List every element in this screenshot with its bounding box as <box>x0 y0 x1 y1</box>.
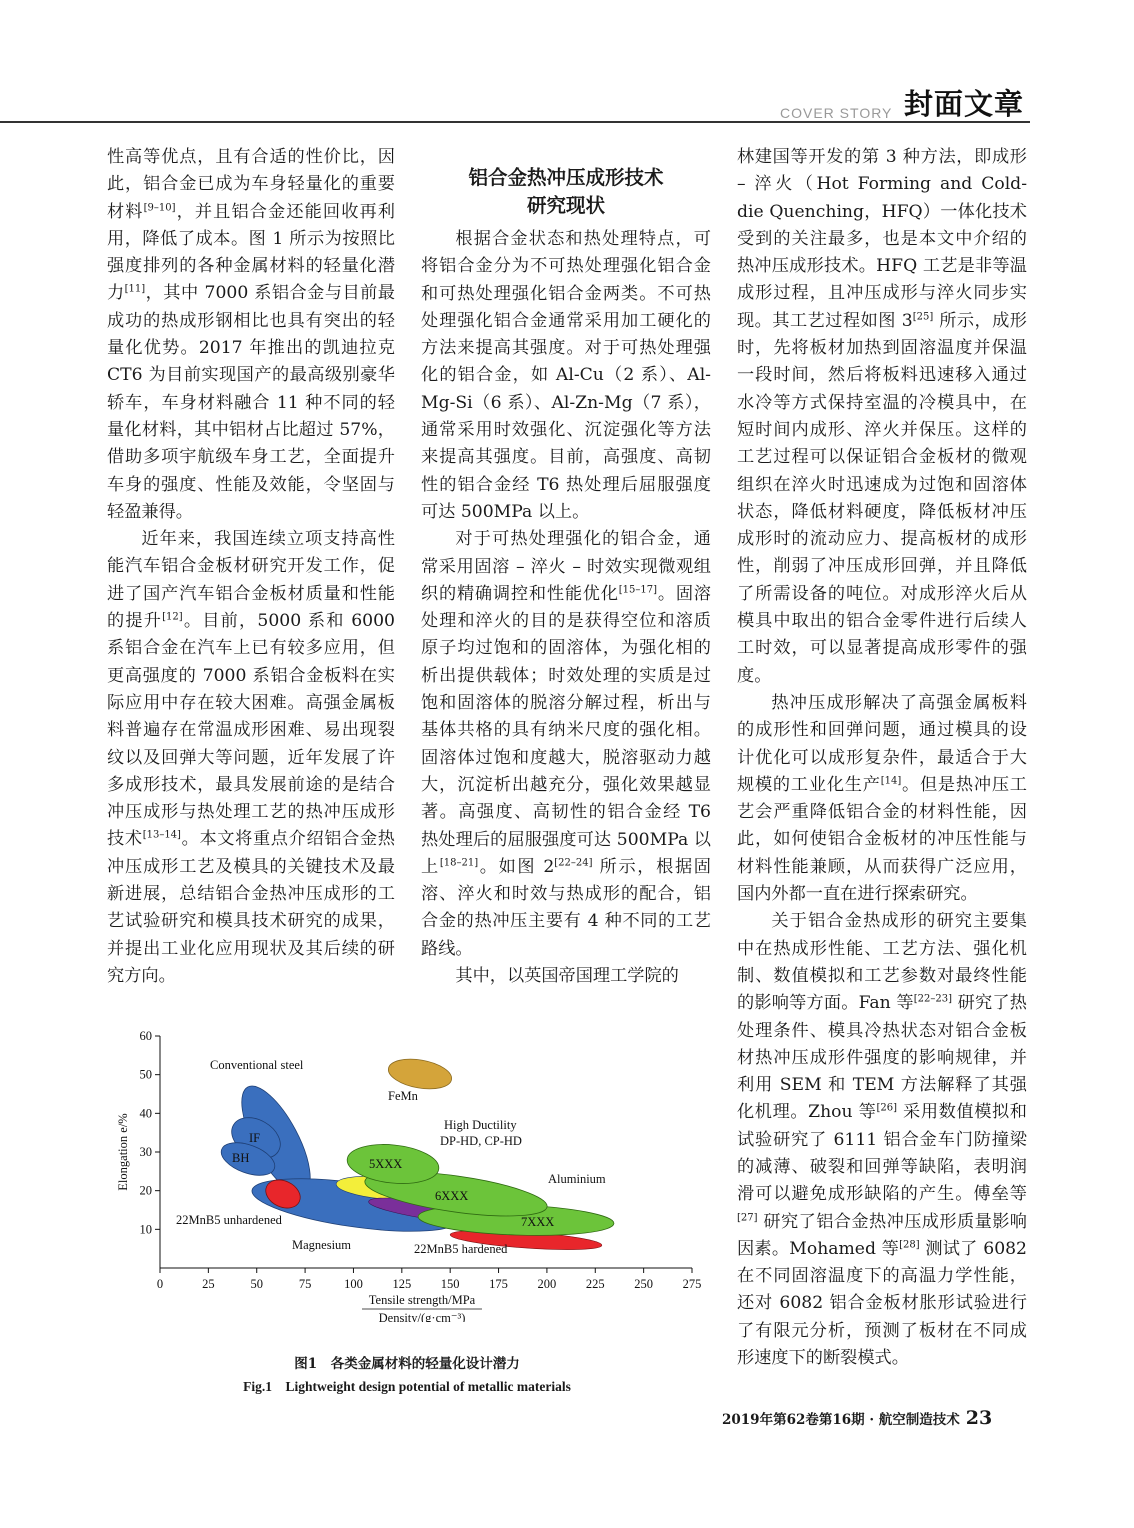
label-22mnb5-hardened: 22MnB5 hardened <box>414 1242 508 1256</box>
x-tick-label: 225 <box>585 1277 605 1291</box>
label-bh: BH <box>232 1151 250 1165</box>
label-22mnb5-unhardened: 22MnB5 unhardened <box>176 1213 282 1227</box>
header-rule <box>0 121 1030 123</box>
paragraph: 对于可热处理强化的铝合金，通常采用固溶 – 淬火 – 时效实现微观组织的精确调控和性能优化[15–17]。固溶处理和淬火的目的是获得空位和溶质原子均过饱和的固溶体，为强化相的析出提供载体；时效处理的实质是过饱和固溶体的脱溶分解过程，析出与基体共格的具有纳米尺度的强化相。固溶体过饱和度越大，脱溶驱动力越大，沉淀析出越充分，强化效果越显著。高强度、高韧性的铝合金经 T6 热处理后的屈服强度可达 500MPa 以上[18–21]。如图 2[22–24] 所示，根据固溶、淬火和时效与热成形的配合，铝合金的热冲压主要有 4 种不同的工艺路线。 <box>421 529 711 959</box>
x-tick-label: 75 <box>298 1277 312 1291</box>
x-tick-label: 200 <box>537 1277 557 1291</box>
label-6xxx: 6XXX <box>435 1189 469 1203</box>
paragraph: 关于铝合金热成形的研究主要集中在热成形性能、工艺方法、强化机制、数值模拟和工艺参数对最终性能的影响等方面。Fan 等[22–23] 研究了热处理条件、模具冷热状态对铝合金板材热冲压成形件强度的影响规律，并利用 SEM 和 TEM 方法解释了其强化机理。Zhou 等[26] 采用数值模拟和试验研究了 6111 铝合金车门防撞梁的减薄、破裂和回弹等缺陷，表明润滑可以避免成形缺陷的产生。傅垒等[27] 研究了铝合金热冲压成形质量影响因素。Mohamed 等[28] 测试了 6082 在不同固溶温度下的高温力学性能，还对 6082 铝合金板材胀形试验进行了有限元分析，预测了板材在不同成形速度下的断裂模式。 <box>737 911 1027 1369</box>
x-tick-label: 125 <box>392 1277 412 1291</box>
label-5xxx: 5XXX <box>369 1157 403 1171</box>
label-femn: FeMn <box>388 1089 418 1103</box>
y-tick-label: 20 <box>139 1183 152 1198</box>
x-tick-label: 275 <box>682 1277 702 1291</box>
y-tick-label: 30 <box>139 1145 152 1159</box>
lightweight-chart <box>106 1022 706 1322</box>
x-axis-title-bottom: Density/(g·cm⁻³) <box>378 1311 466 1322</box>
column-left <box>107 144 395 990</box>
page-footer <box>722 1407 992 1429</box>
label-dp-hd: DP-HD, CP-HD <box>440 1134 522 1148</box>
x-tick-label: 25 <box>202 1277 215 1291</box>
label-conventional-steel: Conventional steel <box>210 1058 304 1072</box>
label-7xxx: 7XXX <box>521 1215 555 1229</box>
paragraph: 热冲压成形解决了高强金属板料的成形性和回弹问题，通过模具的设计优化可以成形复杂件，最适合于大规模的工业化生产[14]。但是热冲压工艺会严重降低铝合金的材料性能，因此，如何使铝合金板材的冲压性能与材料性能兼顾，从而获得广泛应用，国内外都一直在进行探索研究。 <box>737 692 1027 905</box>
x-tick-label: 0 <box>156 1277 164 1291</box>
y-tick-label: 10 <box>139 1222 152 1237</box>
label-if: IF <box>249 1131 261 1145</box>
journal-info: 2019年第62卷第16期 · 航空制造技术 <box>722 1412 960 1428</box>
x-tick-label: 250 <box>634 1277 654 1291</box>
section-label-cn: 封面文章 <box>904 87 1025 121</box>
paragraph: 近年来，我国连续立项支持高性能汽车铝合金板材研究开发工作，促进了国产汽车铝合金板材质量和性能的提升[12]。目前，5000 系和 6000 系铝合金在汽车上已有较多应用，但更高强度的 7000 系铝合金板料在实际应用中存在较大困难。高强金属板料普遍存在常温成形困难、易出现裂纹以及回弹大等问题，近年发展了许多成形技术，最具发展前途的是结合冲压成形与热处理工艺的热冲压成形技术[13–14]。本文将重点介绍铝合金热冲压成形工艺及模具的关键技术及最新进展，总结铝合金热冲压成形的工艺试验研究和模具技术研究的成果，并提出工业化应用现状及其后续的研究方向。 <box>107 529 395 986</box>
figure-1 <box>106 1022 706 1322</box>
y-tick-label: 60 <box>139 1029 152 1043</box>
label-aluminium: Aluminium <box>548 1172 606 1186</box>
region-femn <box>386 1055 454 1094</box>
y-tick-label: 40 <box>139 1106 152 1121</box>
label-high-ductility: High Ductility <box>444 1118 517 1132</box>
section-label-en: COVER STORY <box>780 105 893 121</box>
y-tick-label: 50 <box>139 1067 152 1082</box>
column-right <box>737 144 1027 1372</box>
paragraph: 林建国等开发的第 3 种方法，即成形 – 淬火（Hot Forming and Cold-die Quenching，HFQ）一体化技术受到的关注最多，也是本文中介绍的热冲压成形技术。HFQ 工艺是非等温成形过程，且冲压成形与淬火同步实现。其工艺过程如图 3[25] 所示，成形时，先将板材加热到固溶温度并保温一段时间，然后将板料迅速移入通过水冷等方式保持室温的冷模具中，在短时间内成形、淬火并保压。这样的工艺过程可以保证铝合金板材的微观组织在淬火时迅速成为过饱和固溶体状态，降低材料硬度，降低板材冲压成形时的流动应力、提高板材的成形性，削弱了冲压成形回弹，并且降低了所需设备的吨位。对成形淬火后从模具中取出的铝合金零件进行后续人工时效，可以显著提高成形零件的强度。 <box>737 147 1027 686</box>
column-middle <box>421 226 711 990</box>
paragraph: 根据合金状态和热处理特点，可将铝合金分为不可热处理强化铝合金和可热处理强化铝合金两类。不可热处理强化铝合金通常采用加工硬化的方法来提高其强度。对于可热处理强化的铝合金，如 Al-Cu（2 系）、Al-Mg-Si（6 系）、Al-Zn-Mg（7 系），通常采用时效强化、沉淀强化等方法来提高其强度。目前，高强度、高韧性的铝合金经 T6 热处理后屈服强度可达 500MPa 以上。 <box>421 229 711 522</box>
label-magnesium: Magnesium <box>292 1238 352 1252</box>
x-tick-label: 175 <box>489 1277 508 1291</box>
x-tick-label: 100 <box>344 1277 363 1291</box>
x-tick-label: 150 <box>440 1277 460 1291</box>
page-number: 23 <box>965 1407 993 1429</box>
figure-caption-en: Fig.1 Lightweight design potential of metallic materials <box>243 1379 571 1394</box>
paragraph: 其中，以英国帝国理工学院的 <box>455 966 679 987</box>
paragraph: 性高等优点，且有合适的性价比，因此，铝合金已成为车身轻量化的重要材料[9–10]，并且铝合金还能回收再利用，降低了成本。图 1 所示为按照比强度排列的各种金属材料的轻量化潜力[11]，其中 7000 系铝合金与目前最成功的热成形钢相比也具有突出的轻量化优势。2017 年推出的凯迪拉克 CT6 为目前实现国产的最高级别豪华轿车，车身材料融合 11 种不同的轻量化材料，其中铝材占比超过 57%，借助多项宇航级车身工艺，全面提升车身的强度、性能及效能，令坚固与轻盈兼得。 <box>107 147 395 522</box>
figure-caption-cn: 图1 各类金属材料的轻量化设计潜力 <box>294 1356 520 1372</box>
y-axis-title: Elongation e/% <box>116 1113 130 1191</box>
section-heading: 铝合金热冲压成形技术 研究现状 <box>468 166 664 217</box>
x-tick-label: 50 <box>250 1277 263 1291</box>
x-axis-title-top: Tensile strength/MPa <box>368 1293 476 1307</box>
